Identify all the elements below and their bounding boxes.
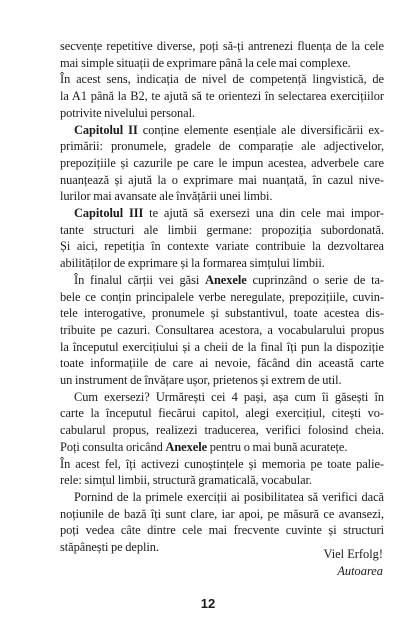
bold-anexele: Anexele bbox=[165, 439, 208, 454]
text-line: potrivite nivelului personal. bbox=[60, 105, 196, 120]
text-line: la A1 până la B2, te ajută să te orientezi în selectarea exercițiilor bbox=[60, 89, 384, 104]
closing-greeting: Viel Erfolg! bbox=[323, 547, 383, 561]
text-line: tribuite pe cazuri. Consultarea acestora, a vocabularului propus bbox=[60, 322, 384, 337]
bold-chapter-ref: Capitolul II bbox=[74, 122, 138, 137]
text-line: stăpânești pe deplin. bbox=[60, 540, 159, 555]
body-text bbox=[60, 38, 384, 556]
bold-chapter-ref: Capitolul III bbox=[74, 206, 144, 221]
paragraph-cum-exersezi: Cum exersezi? Urmărești cei 4 pași, așa cum îi găsești în bbox=[74, 389, 384, 404]
text-line: toate informațiile de care ai nevoie, făcând din această carte bbox=[60, 356, 384, 371]
paragraph-capitolul-ii: Capitolul II conține elemente esențiale ale diversificării ex- bbox=[74, 122, 384, 137]
paragraph-anexe: În finalul cărții vei găsi Anexele cuprinzând o serie de ta- bbox=[74, 272, 384, 287]
text-line: secvențe repetitive diverse, poți să-ți antrenezi fluența de la cele bbox=[60, 39, 384, 53]
text-line: cabularul propus, realizezi traducerea, verifici folosind cheia. bbox=[60, 423, 384, 438]
paragraph-capitolul-iii: Capitolul III te ajută să exersezi una din cele mai impor- bbox=[74, 206, 384, 221]
text-line: În acest fel, îți activezi cunoștințele și memoria pe toate palie- bbox=[60, 456, 384, 471]
text-line: Și aici, repetiția în contexte variate contribuie la dezvoltarea bbox=[60, 239, 384, 254]
text-line: nuanțează și ajută la o exprimare mai nuanțată, în cazul nive- bbox=[60, 172, 384, 187]
text-line: poți vedea câte dintre cele mai frecvente cuvinte și structuri bbox=[60, 523, 384, 538]
text-line: abilităților de exprimare și la formarea simțului limbii. bbox=[60, 256, 325, 271]
text-line: lurilor mai avansate ale învățării unei limbi. bbox=[60, 189, 273, 204]
paragraph-pornind: Pornind de la primele exerciții ai posibilitatea să verifici dacă bbox=[74, 489, 384, 504]
text-line: mai simple situații de exprimare până la cele mai complexe. bbox=[60, 55, 351, 70]
text-line: un instrument de învățare ușor, prietenos și extrem de util. bbox=[60, 373, 342, 388]
text-line: rele: simțul limbii, structură gramaticală, vocabular. bbox=[60, 473, 312, 488]
closing-block bbox=[324, 546, 383, 580]
text-line: Poți consulta oricând Anexele pentru o mai bună acuratețe. bbox=[60, 439, 348, 454]
text-line: la începutul exercițiului și a cheii de la final îți pun la dispoziție bbox=[60, 339, 384, 354]
text-line: tele interogative, pronumele și substantivul, toate acestea dis- bbox=[60, 306, 384, 321]
text-line: bele ce conțin principalele verbe neregulate, prepozițiile, cuvin- bbox=[60, 289, 384, 304]
text-line: noțiunile de bază îți sunt clare, iar apoi, pe măsură ce avansezi, bbox=[60, 506, 384, 521]
author-signature: Autoarea bbox=[337, 564, 383, 578]
text-line: carte la începutul fiecărui capitol, alegi exercițiul, citești vo- bbox=[60, 406, 384, 421]
text-line: prepozițiile și cazurile pe care le impun acestea, adverbele care bbox=[60, 155, 384, 170]
text-line: În acest sens, indicația de nivel de competență lingvistică, de bbox=[60, 72, 384, 87]
bold-anexele: Anexele bbox=[205, 272, 247, 287]
page-number: 12 bbox=[200, 596, 216, 611]
text-line: tante structuri ale limbii germane: propoziția subordonată. bbox=[60, 222, 384, 237]
text-line: primării: pronumele, gradele de comparație ale adjectivelor, bbox=[60, 139, 384, 154]
